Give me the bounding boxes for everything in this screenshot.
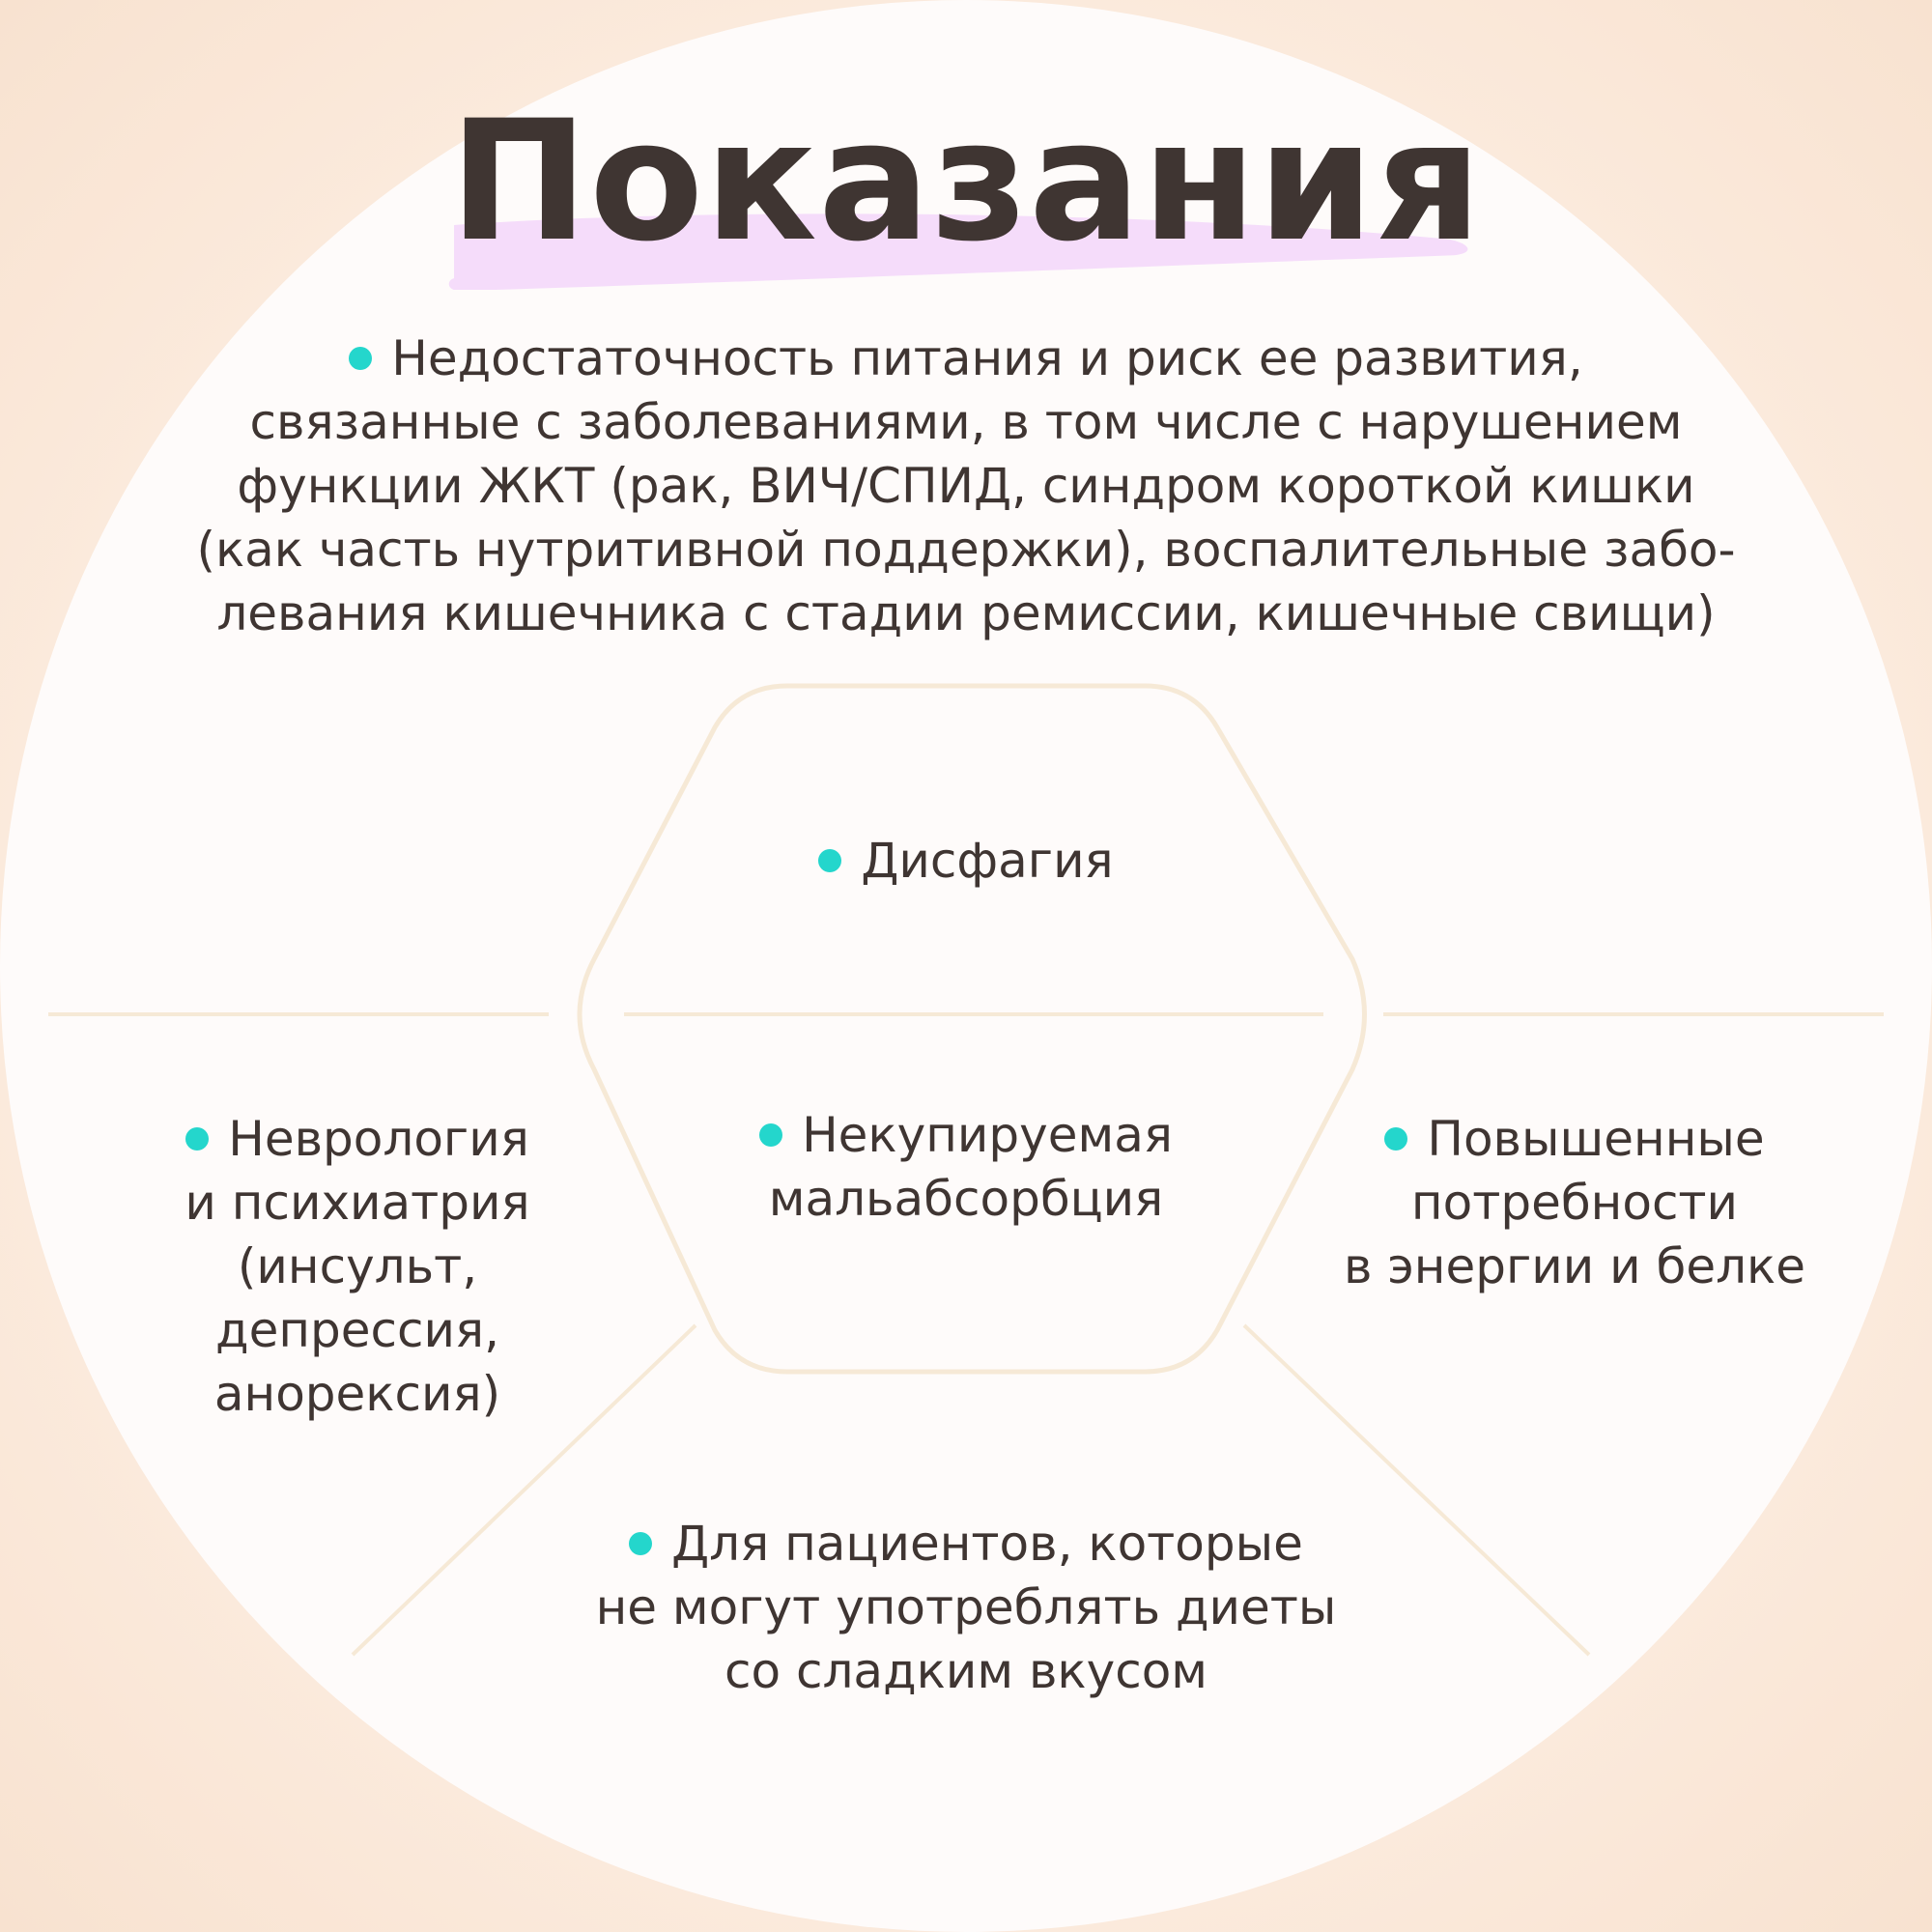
bullet-icon <box>349 347 372 370</box>
bullet-icon <box>818 849 841 872</box>
center-hexagon <box>580 686 1365 1372</box>
page-title: Показания <box>449 84 1483 278</box>
bullet-icon <box>629 1532 652 1555</box>
bullet-icon <box>759 1123 782 1147</box>
indication-malabsorption: Некупируемая мальабсорбция <box>676 1103 1256 1231</box>
indication-neurology: Неврология и психиатрия (инсульт, депрессия, анорексия) <box>185 1111 530 1422</box>
bullet-icon <box>1384 1127 1407 1151</box>
indication-sweet-taste: Для пациентов, которые не могут употреблять диеты со сладким вкусом <box>595 1516 1337 1699</box>
indication-undernutrition: Недостаточность питания и риск ее развития, связанные с заболеваниями, в том числе с нарушением функции ЖКТ (рак, ВИЧ/СПИД, синдром короткой кишки (как часть нутритивной поддержки), воспалительные забо- левания кишечника с стадии ремиссии, кишечные свищи) <box>196 330 1736 641</box>
bullet-icon <box>185 1127 209 1151</box>
indication-energy-needs: Повышенные потребности в энергии и белке <box>1343 1111 1806 1294</box>
indication-dysphagia: Дисфагия <box>676 829 1256 893</box>
